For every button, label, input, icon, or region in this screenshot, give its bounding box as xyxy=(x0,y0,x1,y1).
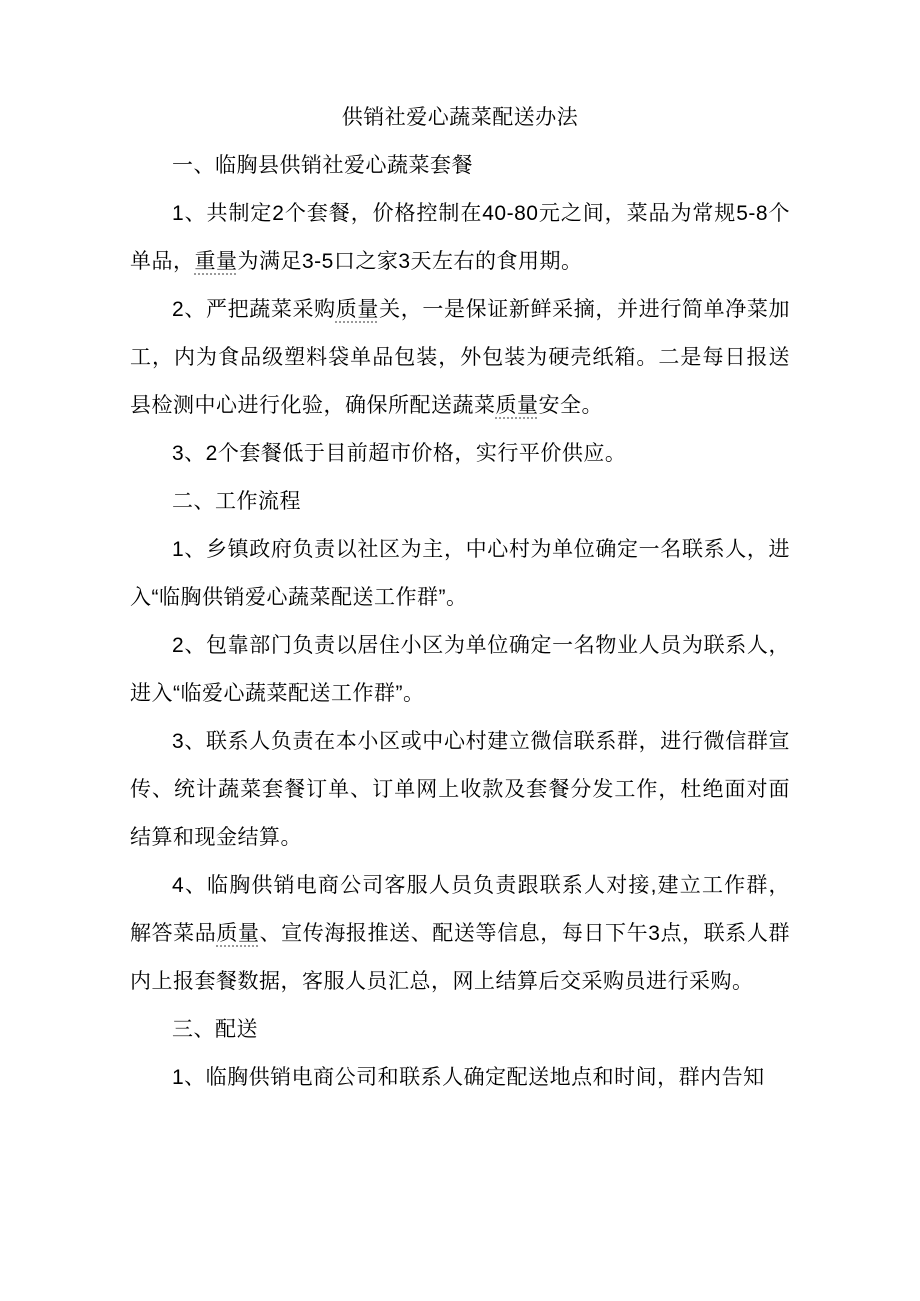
text-run: 一、临胸县供销社爱心蔬菜套餐 xyxy=(172,154,473,177)
paragraph-3 xyxy=(130,286,790,430)
text-run: 2、包靠部门负责以居住小区为单位确定一名物业人员为联系人，进入“临爱心蔬菜配送工作群”。 xyxy=(130,634,790,705)
paragraph-11 xyxy=(130,1054,790,1102)
grammar-underlined-text: 质量 xyxy=(335,298,380,321)
paragraph-1 xyxy=(130,142,790,190)
paragraph-5 xyxy=(130,478,790,526)
text-run: 4、临胸供销电商公司客服人员负责跟联系人对接,建立工作群，解答菜品 xyxy=(130,874,790,945)
grammar-underlined-text: 质量 xyxy=(495,394,539,417)
paragraph-10 xyxy=(130,1006,790,1054)
text-run: 安全。 xyxy=(538,394,603,417)
text-run: 1、临胸供销电商公司和联系人确定配送地点和时间，群内告知 xyxy=(172,1066,765,1089)
text-run: 关，一是保证新鲜采摘，并进行简单净菜加工，内为食品级塑料袋单品包装，外包装为硬壳纸箱。二是每日报送县检测中心进行化验，确保所配送蔬菜 xyxy=(130,298,791,417)
text-run: 1、乡镇政府负责以社区为主，中心村为单位确定一名联系人，进入“临胸供销爱心蔬菜配送工作群”。 xyxy=(130,538,790,609)
paragraph-6 xyxy=(130,526,790,622)
text-run: 3、联系人负责在本小区或中心村建立微信联系群，进行微信群宣传、统计蔬菜套餐订单、订单网上收款及套餐分发工作，杜绝面对面结算和现金结算。 xyxy=(130,730,790,849)
paragraph-4 xyxy=(130,430,790,478)
text-run: 三、配送 xyxy=(172,1018,258,1041)
paragraph-8 xyxy=(130,718,790,862)
paragraph-9 xyxy=(130,862,790,1006)
grammar-underlined-text: 重量 xyxy=(194,250,238,273)
text-run: 为满足3-5口之家3天左右的食用期。 xyxy=(237,250,583,273)
text-run: 3、2个套餐低于目前超市价格，实行平价供应。 xyxy=(172,442,627,465)
document-title: 供销社爱心蔬菜配送办法 xyxy=(341,106,579,129)
text-run: 1、共制定2个套餐，价格控制在40-80元之间，菜品为常规5-8个单品， xyxy=(130,202,790,273)
paragraph-list xyxy=(130,142,790,1102)
paragraph-2 xyxy=(130,190,790,286)
paragraph-7 xyxy=(130,622,790,718)
text-run: 二、工作流程 xyxy=(172,490,301,513)
text-run: 2、严把蔬菜采购 xyxy=(172,298,336,321)
grammar-underlined-text: 质量 xyxy=(216,922,260,945)
text-run: 、宣传海报推送、配送等信息，每日下午3点，联系人群内上报套餐数据，客服人员汇总，网上结算后交采购员进行采购。 xyxy=(130,922,790,993)
